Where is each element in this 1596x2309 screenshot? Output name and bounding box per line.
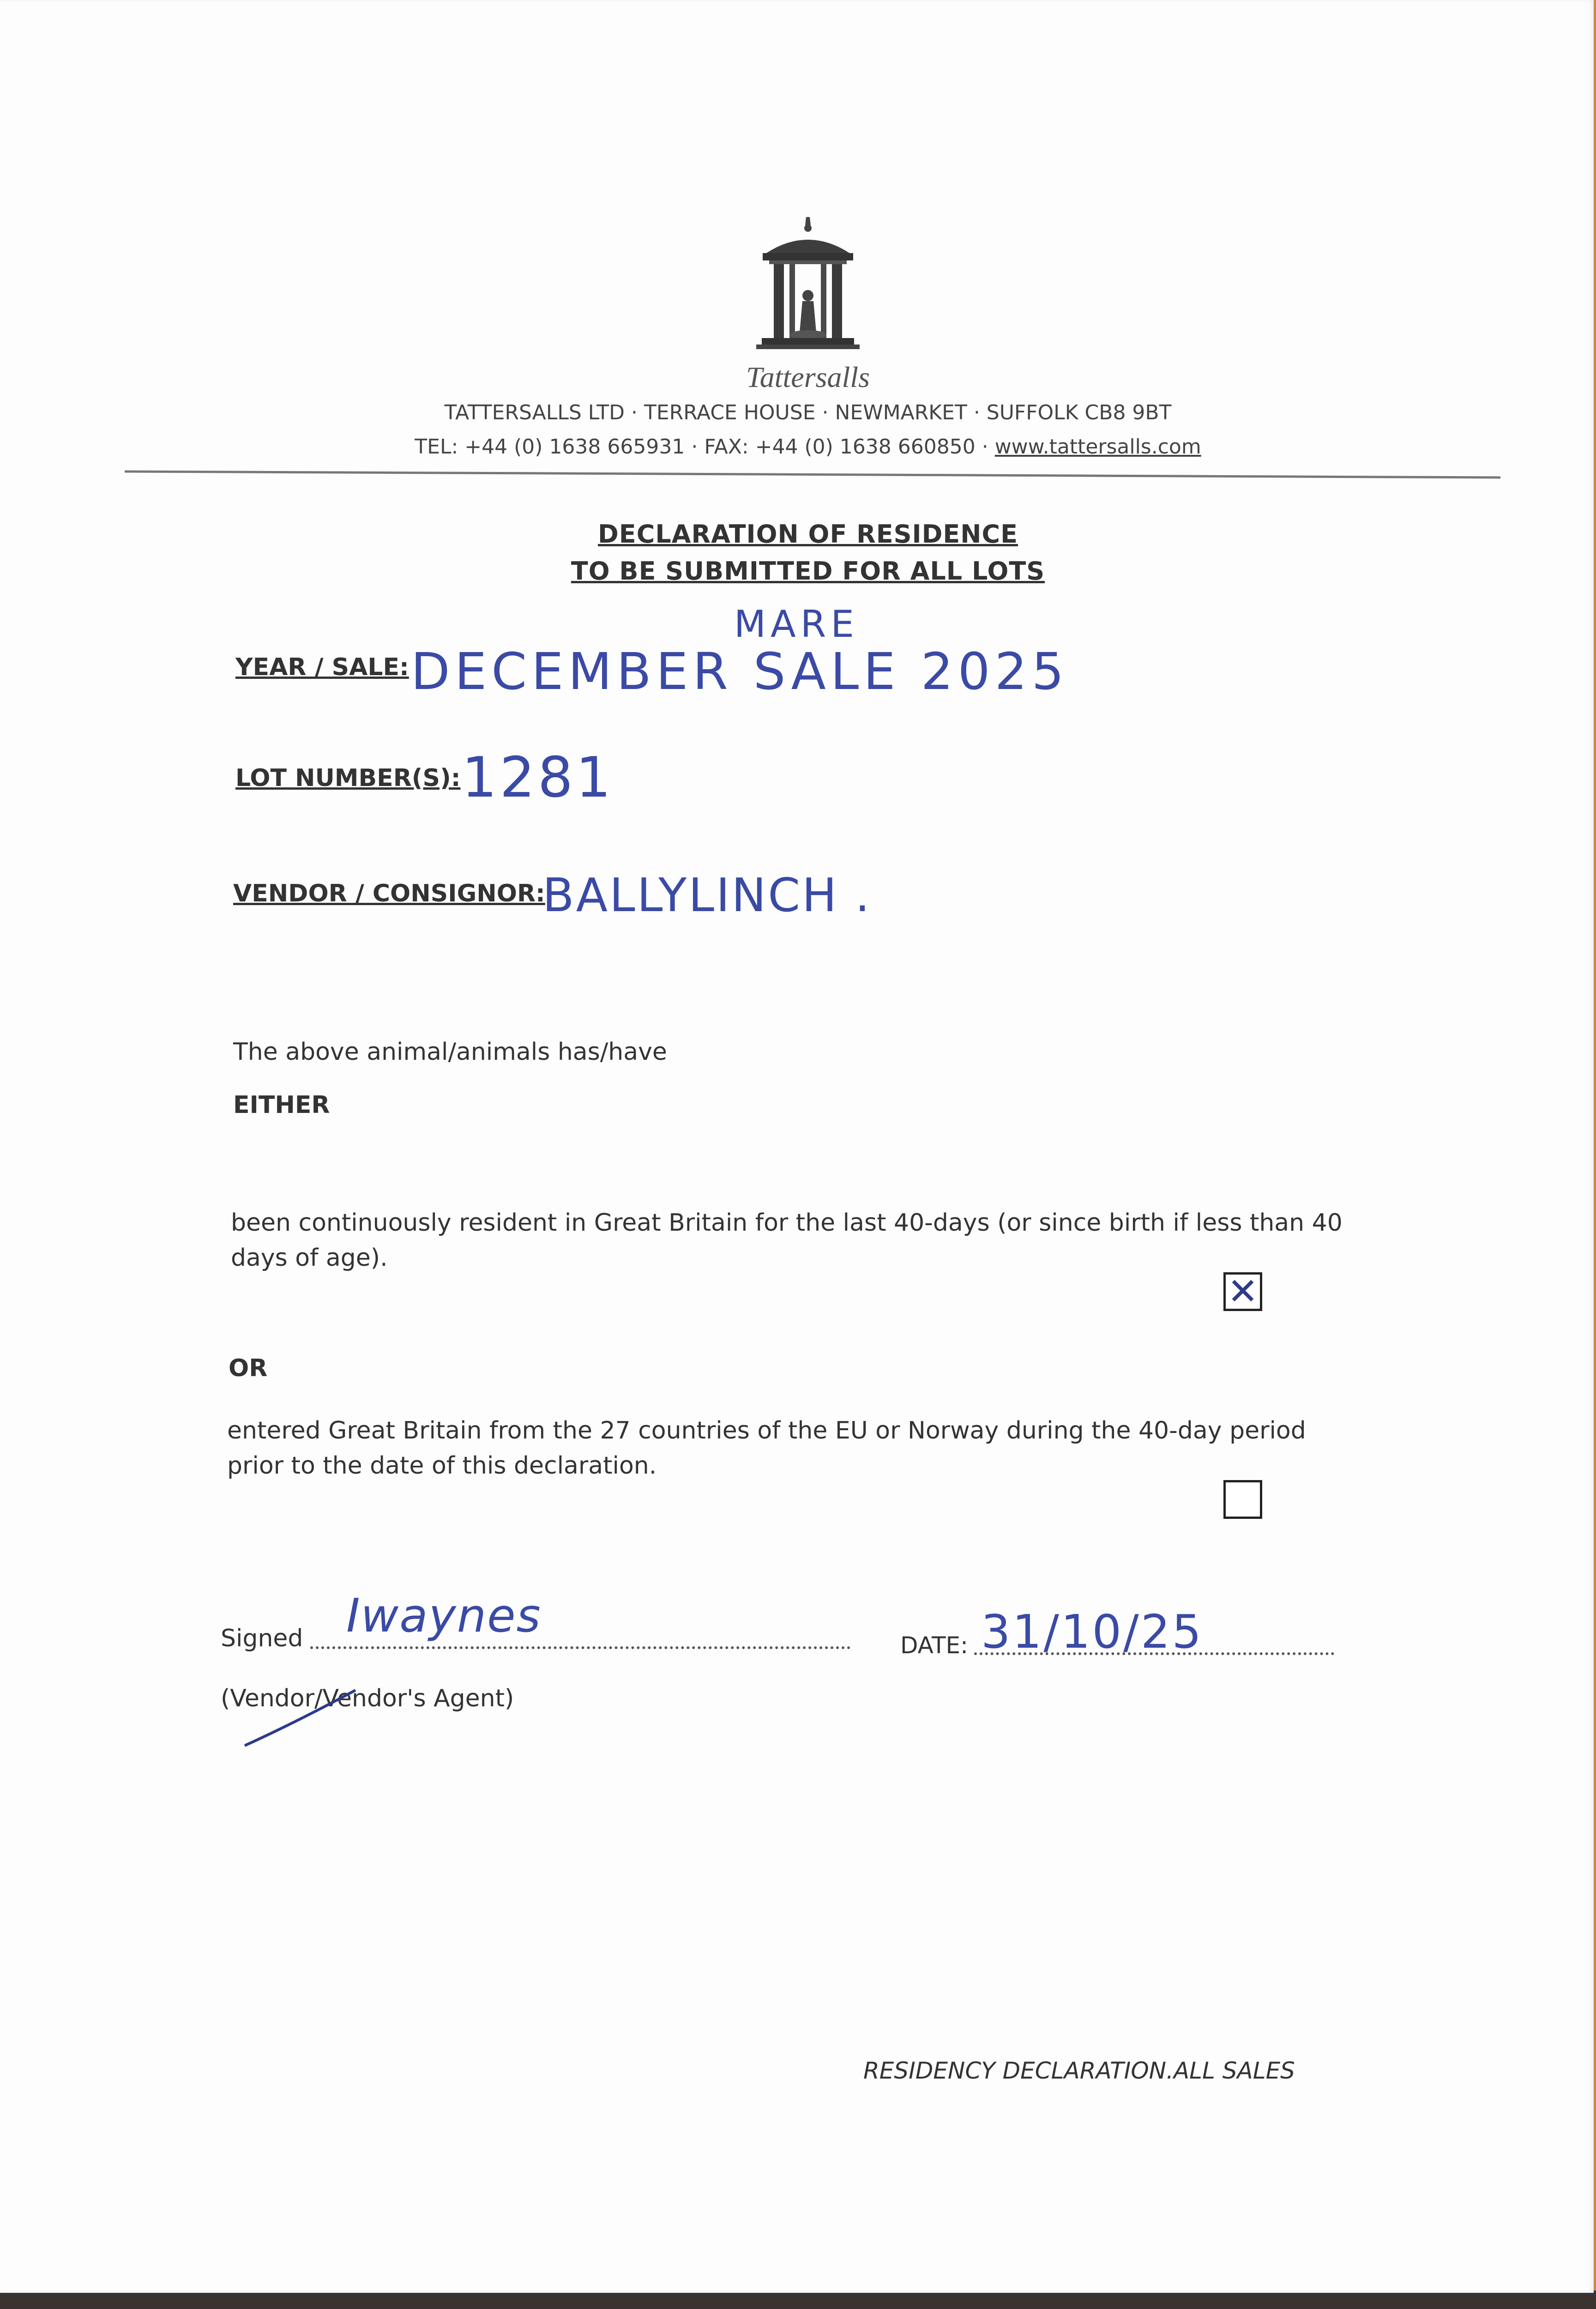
- or-heading: OR: [229, 1354, 268, 1382]
- signatory-role: (Vendor/Vendor's Agent): [221, 1685, 514, 1712]
- option-2-checkbox[interactable]: [1223, 1480, 1262, 1519]
- date-label: DATE:: [900, 1632, 968, 1659]
- form-footer-code: RESIDENCY DECLARATION.ALL SALES: [863, 2057, 1295, 2084]
- contact-phone-fax: TEL: +44 (0) 1638 665931 · FAX: +44 (0) 1638 660850 ·: [415, 435, 995, 459]
- brand-name: Tattersalls: [746, 361, 870, 393]
- signature-line: [310, 1642, 850, 1649]
- checkbox-x-mark: ✕: [1227, 1270, 1259, 1313]
- date-field[interactable]: 31/10/25: [981, 1605, 1204, 1659]
- year-sale-insert-handwriting: MARE: [734, 603, 859, 646]
- company-address: TATTERSALLS LTD · TERRACE HOUSE · NEWMARKET · SUFFOLK CB8 9BT: [444, 401, 1172, 424]
- tattersalls-logo: [753, 217, 863, 365]
- option-1-checkbox[interactable]: [1223, 1272, 1262, 1311]
- signature-field[interactable]: Iwaynes: [346, 1589, 542, 1643]
- signed-label: Signed: [221, 1625, 303, 1652]
- year-sale-label: YEAR / SALE:: [235, 653, 409, 681]
- year-sale-field[interactable]: DECEMBER SALE 2025: [411, 642, 1069, 701]
- scan-background: [0, 2291, 1596, 2309]
- either-heading: EITHER: [233, 1091, 330, 1119]
- form-subtitle: TO BE SUBMITTED FOR ALL LOTS: [571, 556, 1045, 586]
- declaration-intro: The above animal/animals has/have: [233, 1038, 667, 1066]
- header-divider: [125, 470, 1500, 478]
- strike-through-mark: [240, 1681, 360, 1750]
- website-link[interactable]: www.tattersalls.com: [994, 435, 1201, 459]
- form-title: DECLARATION OF RESIDENCE: [597, 520, 1018, 549]
- vendor-consignor-label: VENDOR / CONSIGNOR:: [233, 880, 545, 907]
- option-2-text: entered Great Britain from the 27 countries of the EU or Norway during the 40-day period prior to the date of this declaration.: [227, 1417, 1306, 1480]
- company-contact: [323, 435, 1293, 459]
- vendor-consignor-field[interactable]: BALLYLINCH .: [542, 868, 872, 922]
- option-1-text: been continuously resident in Great Britain for the last 40-days (or since birth if less than 40 days of age).: [231, 1209, 1343, 1272]
- lot-number-label: LOT NUMBER(S):: [235, 764, 461, 792]
- lot-number-field[interactable]: 1281: [462, 746, 614, 810]
